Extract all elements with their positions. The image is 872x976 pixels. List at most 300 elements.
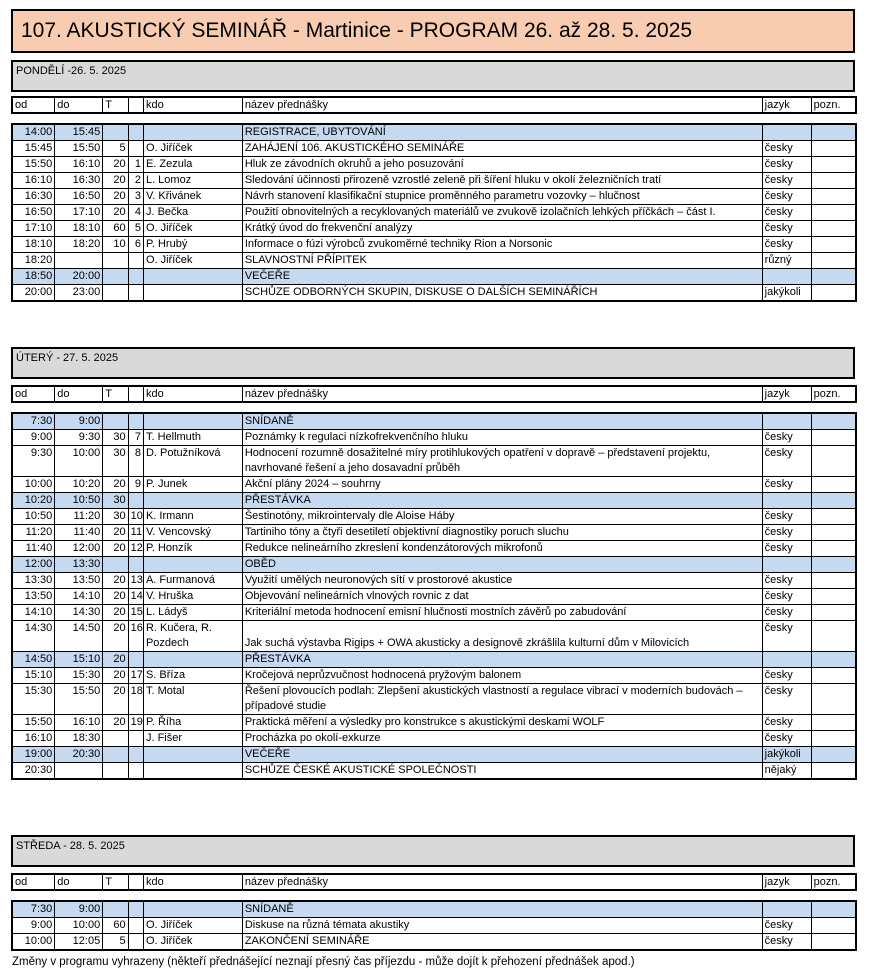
- cell-t: [103, 124, 128, 141]
- cell-n: 12: [128, 541, 143, 557]
- cell-kdo: [143, 269, 242, 285]
- cell-t: 20: [103, 573, 128, 589]
- cell-kdo: [143, 493, 242, 509]
- cell-od: 14:00: [12, 124, 55, 141]
- column-header-t: T: [103, 386, 128, 402]
- cell-jazyk: česky: [762, 621, 811, 652]
- cell-od: 10:20: [12, 493, 55, 509]
- cell-kdo: O. Jiříček: [143, 221, 242, 237]
- cell-jazyk: česky: [762, 173, 811, 189]
- cell-pozn: [811, 221, 856, 237]
- cell-jazyk: česky: [762, 430, 811, 446]
- cell-kdo: O. Jiříček: [143, 934, 242, 951]
- cell-nazev: Sledování účinnosti přirozeně vzrostlé zeleně při šíření hluku v okolí železničních tratí: [242, 173, 762, 189]
- talk-row: [12, 285, 856, 302]
- talk-row: [12, 221, 856, 237]
- break-row: [12, 901, 856, 918]
- cell-od: 15:50: [12, 715, 55, 731]
- cell-od: 9:30: [12, 446, 55, 477]
- cell-do: 12:05: [55, 934, 103, 951]
- cell-jazyk: [762, 269, 811, 285]
- cell-t: 10: [103, 237, 128, 253]
- talk-row: [12, 573, 856, 589]
- cell-do: 9:30: [55, 430, 103, 446]
- cell-do: 10:50: [55, 493, 103, 509]
- talk-row: [12, 589, 856, 605]
- break-row: [12, 269, 856, 285]
- cell-jazyk: nějaký: [762, 763, 811, 780]
- cell-do: 18:10: [55, 221, 103, 237]
- cell-od: 18:50: [12, 269, 55, 285]
- cell-do: 11:40: [55, 525, 103, 541]
- cell-n: 7: [128, 430, 143, 446]
- cell-do: 16:30: [55, 173, 103, 189]
- cell-jazyk: česky: [762, 573, 811, 589]
- cell-jazyk: česky: [762, 477, 811, 493]
- cell-t: [103, 413, 128, 430]
- cell-jazyk: [762, 124, 811, 141]
- cell-pozn: [811, 173, 856, 189]
- cell-nazev: Šestinotóny, mikrointervaly dle Aloise Háby: [242, 509, 762, 525]
- cell-pozn: [811, 621, 856, 652]
- cell-kdo: P. Junek: [143, 477, 242, 493]
- column-header-pozn: pozn.: [811, 97, 856, 113]
- cell-pozn: [811, 573, 856, 589]
- cell-n: [128, 124, 143, 141]
- column-header-n: [128, 386, 143, 402]
- day-header-monday: [11, 60, 855, 92]
- cell-pozn: [811, 918, 856, 934]
- column-header-jazyk: jazyk: [762, 874, 811, 890]
- cell-od: 17:10: [12, 221, 55, 237]
- column-header-od: od: [12, 97, 55, 113]
- day-label: STŘEDA - 28. 5. 2025: [16, 840, 125, 852]
- cell-n: [128, 731, 143, 747]
- cell-kdo: O. Jiříček: [143, 253, 242, 269]
- cell-kdo: [143, 124, 242, 141]
- cell-od: 20:00: [12, 285, 55, 302]
- cell-od: 11:40: [12, 541, 55, 557]
- cell-do: 20:00: [55, 269, 103, 285]
- cell-nazev: SNÍDANĚ: [242, 901, 762, 918]
- cell-od: 14:50: [12, 652, 55, 668]
- cell-t: [103, 285, 128, 302]
- cell-kdo: [143, 747, 242, 763]
- cell-nazev: Použití obnovitelných a recyklovaných materiálů ve zvukově izolačních lehkých příčkách – část I.: [242, 205, 762, 221]
- cell-t: 20: [103, 652, 128, 668]
- cell-do: 10:00: [55, 446, 103, 477]
- cell-jazyk: [762, 413, 811, 430]
- cell-n: 10: [128, 509, 143, 525]
- cell-pozn: [811, 684, 856, 715]
- day-label: PONDĚLÍ -26. 5. 2025: [16, 65, 127, 77]
- cell-pozn: [811, 269, 856, 285]
- column-header-kdo: kdo: [143, 874, 242, 890]
- break-row: [12, 493, 856, 509]
- break-row: [12, 652, 856, 668]
- talk-row: [12, 541, 856, 557]
- cell-n: [128, 253, 143, 269]
- cell-jazyk: česky: [762, 668, 811, 684]
- cell-pozn: [811, 668, 856, 684]
- cell-od: 7:30: [12, 901, 55, 918]
- talk-row: [12, 934, 856, 951]
- talk-row: [12, 189, 856, 205]
- cell-t: 20: [103, 477, 128, 493]
- cell-nazev: Objevování nelineárních vlnových rovnic z dat: [242, 589, 762, 605]
- day-label: ÚTERÝ - 27. 5. 2025: [16, 352, 119, 364]
- cell-pozn: [811, 141, 856, 157]
- cell-n: [128, 493, 143, 509]
- cell-nazev: Redukce nelineárního zkreslení kondenzátorových mikrofonů: [242, 541, 762, 557]
- cell-nazev: Řešení plovoucích podlah: Zlepšení akustických vlastností a regulace vibrací v moderních budovách – případové studie: [242, 684, 762, 715]
- cell-nazev: Kročejová neprůzvučnost hodnocená pryžovým balonem: [242, 668, 762, 684]
- cell-n: [128, 413, 143, 430]
- cell-od: 13:50: [12, 589, 55, 605]
- cell-od: 10:50: [12, 509, 55, 525]
- cell-kdo: O. Jiříček: [143, 918, 242, 934]
- column-header-t: T: [103, 874, 128, 890]
- cell-nazev: Jak suchá výstavba Rigips + OWA akusticky a designově zkrášlila kulturní dům v Milovicích: [242, 621, 762, 652]
- column-header-nazev: název přednášky: [242, 97, 762, 113]
- cell-kdo: L. Lomoz: [143, 173, 242, 189]
- cell-do: [55, 763, 103, 780]
- cell-t: [103, 731, 128, 747]
- cell-t: 20: [103, 605, 128, 621]
- cell-pozn: [811, 541, 856, 557]
- cell-n: 14: [128, 589, 143, 605]
- cell-kdo: L. Ládyš: [143, 605, 242, 621]
- cell-kdo: V. Vencovský: [143, 525, 242, 541]
- cell-nazev: ZAHÁJENÍ 106. AKUSTICKÉHO SEMINÁŘE: [242, 141, 762, 157]
- cell-n: 6: [128, 237, 143, 253]
- cell-od: 15:30: [12, 684, 55, 715]
- cell-kdo: [143, 901, 242, 918]
- cell-nazev: VEČEŘE: [242, 269, 762, 285]
- cell-pozn: [811, 763, 856, 780]
- cell-jazyk: česky: [762, 237, 811, 253]
- column-header-nazev: název přednášky: [242, 386, 762, 402]
- cell-nazev: Procházka po okolí-exkurze: [242, 731, 762, 747]
- cell-jazyk: česky: [762, 918, 811, 934]
- cell-t: 20: [103, 621, 128, 652]
- cell-n: 1: [128, 157, 143, 173]
- cell-jazyk: [762, 493, 811, 509]
- cell-kdo: S. Bříza: [143, 668, 242, 684]
- cell-n: 5: [128, 221, 143, 237]
- cell-do: 14:30: [55, 605, 103, 621]
- column-header-n: [128, 874, 143, 890]
- cell-kdo: D. Potužníková: [143, 446, 242, 477]
- cell-nazev: Hodnocení rozumně dosažitelné míry protihlukových opatření v dopravě – představení projektu, navrhované řešení a jeho dosavadní průběh: [242, 446, 762, 477]
- cell-do: 12:00: [55, 541, 103, 557]
- cell-pozn: [811, 157, 856, 173]
- cell-n: 18: [128, 684, 143, 715]
- column-header-monday: [11, 96, 857, 114]
- cell-od: 15:10: [12, 668, 55, 684]
- cell-od: 15:45: [12, 141, 55, 157]
- break-row: [12, 747, 856, 763]
- cell-od: 18:20: [12, 253, 55, 269]
- cell-pozn: [811, 901, 856, 918]
- column-header-n: [128, 97, 143, 113]
- cell-n: 13: [128, 573, 143, 589]
- cell-pozn: [811, 747, 856, 763]
- column-header-od: od: [12, 874, 55, 890]
- cell-kdo: J. Bečka: [143, 205, 242, 221]
- cell-jazyk: [762, 901, 811, 918]
- cell-t: 20: [103, 684, 128, 715]
- cell-n: [128, 557, 143, 573]
- cell-n: 4: [128, 205, 143, 221]
- talk-row: [12, 731, 856, 747]
- break-row: [12, 124, 856, 141]
- cell-jazyk: česky: [762, 684, 811, 715]
- cell-do: 23:00: [55, 285, 103, 302]
- cell-nazev: Návrh stanovení klasifikační stupnice proměnného parametru vozovky – hlučnost: [242, 189, 762, 205]
- cell-do: 16:50: [55, 189, 103, 205]
- cell-kdo: R. Kučera, R. Pozdech: [143, 621, 242, 652]
- talk-row: [12, 253, 856, 269]
- cell-n: [128, 918, 143, 934]
- cell-nazev: Diskuse na různá témata akustiky: [242, 918, 762, 934]
- cell-n: 8: [128, 446, 143, 477]
- talk-row: [12, 525, 856, 541]
- cell-t: 30: [103, 446, 128, 477]
- cell-n: [128, 763, 143, 780]
- column-header-jazyk: jazyk: [762, 386, 811, 402]
- cell-pozn: [811, 205, 856, 221]
- cell-n: [128, 652, 143, 668]
- cell-pozn: [811, 477, 856, 493]
- cell-do: 15:30: [55, 668, 103, 684]
- cell-do: 10:00: [55, 918, 103, 934]
- cell-do: 10:20: [55, 477, 103, 493]
- talk-row: [12, 684, 856, 715]
- cell-pozn: [811, 509, 856, 525]
- cell-od: 10:00: [12, 477, 55, 493]
- cell-jazyk: jakýkoli: [762, 747, 811, 763]
- cell-do: 9:00: [55, 901, 103, 918]
- cell-od: 15:50: [12, 157, 55, 173]
- column-header-od: od: [12, 386, 55, 402]
- cell-jazyk: česky: [762, 934, 811, 951]
- cell-do: 16:10: [55, 715, 103, 731]
- cell-kdo: V. Hruška: [143, 589, 242, 605]
- cell-kdo: J. Fišer: [143, 731, 242, 747]
- cell-do: 16:10: [55, 157, 103, 173]
- cell-jazyk: [762, 652, 811, 668]
- cell-pozn: [811, 589, 856, 605]
- cell-od: 9:00: [12, 430, 55, 446]
- cell-t: [103, 747, 128, 763]
- day-header-tuesday: [11, 347, 855, 379]
- cell-nazev: REGISTRACE, UBYTOVÁNÍ: [242, 124, 762, 141]
- cell-jazyk: česky: [762, 541, 811, 557]
- cell-nazev: SCHŮZE ODBORNÝCH SKUPIN, DISKUSE O DALŠÍCH SEMINÁŘÍCH: [242, 285, 762, 302]
- cell-nazev: OBĚD: [242, 557, 762, 573]
- talk-row: [12, 918, 856, 934]
- cell-do: 20:30: [55, 747, 103, 763]
- cell-t: 30: [103, 509, 128, 525]
- column-header-pozn: pozn.: [811, 386, 856, 402]
- schedule-table-monday: [11, 123, 857, 302]
- cell-od: 9:00: [12, 918, 55, 934]
- cell-t: 20: [103, 715, 128, 731]
- cell-n: 15: [128, 605, 143, 621]
- cell-od: 19:00: [12, 747, 55, 763]
- column-header-t: T: [103, 97, 128, 113]
- cell-kdo: [143, 285, 242, 302]
- cell-t: 5: [103, 934, 128, 951]
- cell-jazyk: česky: [762, 446, 811, 477]
- schedule-table-tuesday: [11, 412, 857, 780]
- talk-row: [12, 477, 856, 493]
- cell-kdo: P. Říha: [143, 715, 242, 731]
- cell-t: 30: [103, 430, 128, 446]
- cell-t: 20: [103, 541, 128, 557]
- cell-jazyk: česky: [762, 605, 811, 621]
- cell-do: 15:50: [55, 141, 103, 157]
- cell-pozn: [811, 253, 856, 269]
- cell-pozn: [811, 189, 856, 205]
- column-header-do: do: [55, 874, 103, 890]
- cell-n: [128, 285, 143, 302]
- cell-jazyk: česky: [762, 509, 811, 525]
- cell-kdo: V. Křivánek: [143, 189, 242, 205]
- cell-pozn: [811, 731, 856, 747]
- cell-od: 16:50: [12, 205, 55, 221]
- cell-n: 9: [128, 477, 143, 493]
- cell-nazev: Využití umělých neuronových sítí v prostorové akustice: [242, 573, 762, 589]
- cell-pozn: [811, 715, 856, 731]
- talk-row: [12, 430, 856, 446]
- cell-nazev: PŘESTÁVKA: [242, 652, 762, 668]
- cell-nazev: SCHŮZE ČESKÉ AKUSTICKÉ SPOLEČNOSTI: [242, 763, 762, 780]
- cell-jazyk: česky: [762, 715, 811, 731]
- cell-kdo: [143, 557, 242, 573]
- cell-od: 13:30: [12, 573, 55, 589]
- cell-pozn: [811, 493, 856, 509]
- cell-pozn: [811, 237, 856, 253]
- cell-t: 20: [103, 205, 128, 221]
- cell-pozn: [811, 934, 856, 951]
- cell-od: 14:30: [12, 621, 55, 652]
- cell-od: 20:30: [12, 763, 55, 780]
- cell-jazyk: česky: [762, 731, 811, 747]
- footer-note: Změny v programu vyhrazeny (někteří přednášející neznají přesný čas příjezdu - může dojít k přehození přednášek apod.): [12, 956, 635, 968]
- cell-n: [128, 141, 143, 157]
- break-row: [12, 413, 856, 430]
- cell-t: 20: [103, 668, 128, 684]
- talk-row: [12, 141, 856, 157]
- cell-pozn: [811, 446, 856, 477]
- cell-t: [103, 901, 128, 918]
- cell-jazyk: jakýkoli: [762, 285, 811, 302]
- cell-pozn: [811, 413, 856, 430]
- cell-pozn: [811, 430, 856, 446]
- talk-row: [12, 668, 856, 684]
- cell-do: 15:50: [55, 684, 103, 715]
- cell-pozn: [811, 124, 856, 141]
- column-header-jazyk: jazyk: [762, 97, 811, 113]
- cell-nazev: Hluk ze závodních okruhů a jeho posuzování: [242, 157, 762, 173]
- cell-pozn: [811, 557, 856, 573]
- talk-row: [12, 509, 856, 525]
- talk-row: [12, 715, 856, 731]
- cell-jazyk: česky: [762, 221, 811, 237]
- cell-t: 60: [103, 918, 128, 934]
- column-header-nazev: název přednášky: [242, 874, 762, 890]
- cell-od: 16:10: [12, 731, 55, 747]
- cell-n: 19: [128, 715, 143, 731]
- talk-row: [12, 205, 856, 221]
- cell-do: 14:10: [55, 589, 103, 605]
- cell-jazyk: česky: [762, 189, 811, 205]
- talk-row: [12, 237, 856, 253]
- cell-t: [103, 269, 128, 285]
- cell-nazev: SNÍDANĚ: [242, 413, 762, 430]
- cell-do: 9:00: [55, 413, 103, 430]
- cell-nazev: ZAKONČENÍ SEMINÁŘE: [242, 934, 762, 951]
- cell-t: 20: [103, 173, 128, 189]
- cell-jazyk: různý: [762, 253, 811, 269]
- cell-kdo: [143, 763, 242, 780]
- column-header-pozn: pozn.: [811, 874, 856, 890]
- cell-od: 11:20: [12, 525, 55, 541]
- cell-od: 16:10: [12, 173, 55, 189]
- cell-kdo: P. Hrubý: [143, 237, 242, 253]
- talk-row: [12, 446, 856, 477]
- cell-nazev: Praktická měření a výsledky pro konstrukce s akustickými deskami WOLF: [242, 715, 762, 731]
- cell-do: 15:45: [55, 124, 103, 141]
- cell-n: 11: [128, 525, 143, 541]
- cell-t: 20: [103, 189, 128, 205]
- page-title: 107. AKUSTICKÝ SEMINÁŘ - Martinice - PROGRAM 26. až 28. 5. 2025: [11, 9, 855, 53]
- cell-nazev: Akční plány 2024 – souhrny: [242, 477, 762, 493]
- cell-t: 20: [103, 157, 128, 173]
- cell-kdo: [143, 413, 242, 430]
- cell-n: 2: [128, 173, 143, 189]
- break-row: [12, 557, 856, 573]
- cell-t: 20: [103, 525, 128, 541]
- cell-nazev: SLAVNOSTNÍ PŘÍPITEK: [242, 253, 762, 269]
- cell-do: 11:20: [55, 509, 103, 525]
- cell-n: [128, 934, 143, 951]
- cell-jazyk: česky: [762, 205, 811, 221]
- cell-n: 16: [128, 621, 143, 652]
- column-header-kdo: kdo: [143, 97, 242, 113]
- talk-row: [12, 157, 856, 173]
- cell-kdo: E. Zezula: [143, 157, 242, 173]
- column-header-kdo: kdo: [143, 386, 242, 402]
- cell-kdo: T. Motal: [143, 684, 242, 715]
- cell-pozn: [811, 285, 856, 302]
- cell-nazev: Poznámky k regulaci nízkofrekvenčního hluku: [242, 430, 762, 446]
- cell-jazyk: česky: [762, 525, 811, 541]
- column-header-wednesday: [11, 873, 857, 891]
- cell-kdo: O. Jiříček: [143, 141, 242, 157]
- cell-do: [55, 253, 103, 269]
- cell-t: 60: [103, 221, 128, 237]
- column-header-do: do: [55, 97, 103, 113]
- talk-row: [12, 605, 856, 621]
- cell-nazev: Kriteriální metoda hodnocení emisní hlučnosti mostních závěrů po zabudování: [242, 605, 762, 621]
- cell-jazyk: [762, 557, 811, 573]
- cell-jazyk: česky: [762, 157, 811, 173]
- cell-od: 14:10: [12, 605, 55, 621]
- cell-do: 18:20: [55, 237, 103, 253]
